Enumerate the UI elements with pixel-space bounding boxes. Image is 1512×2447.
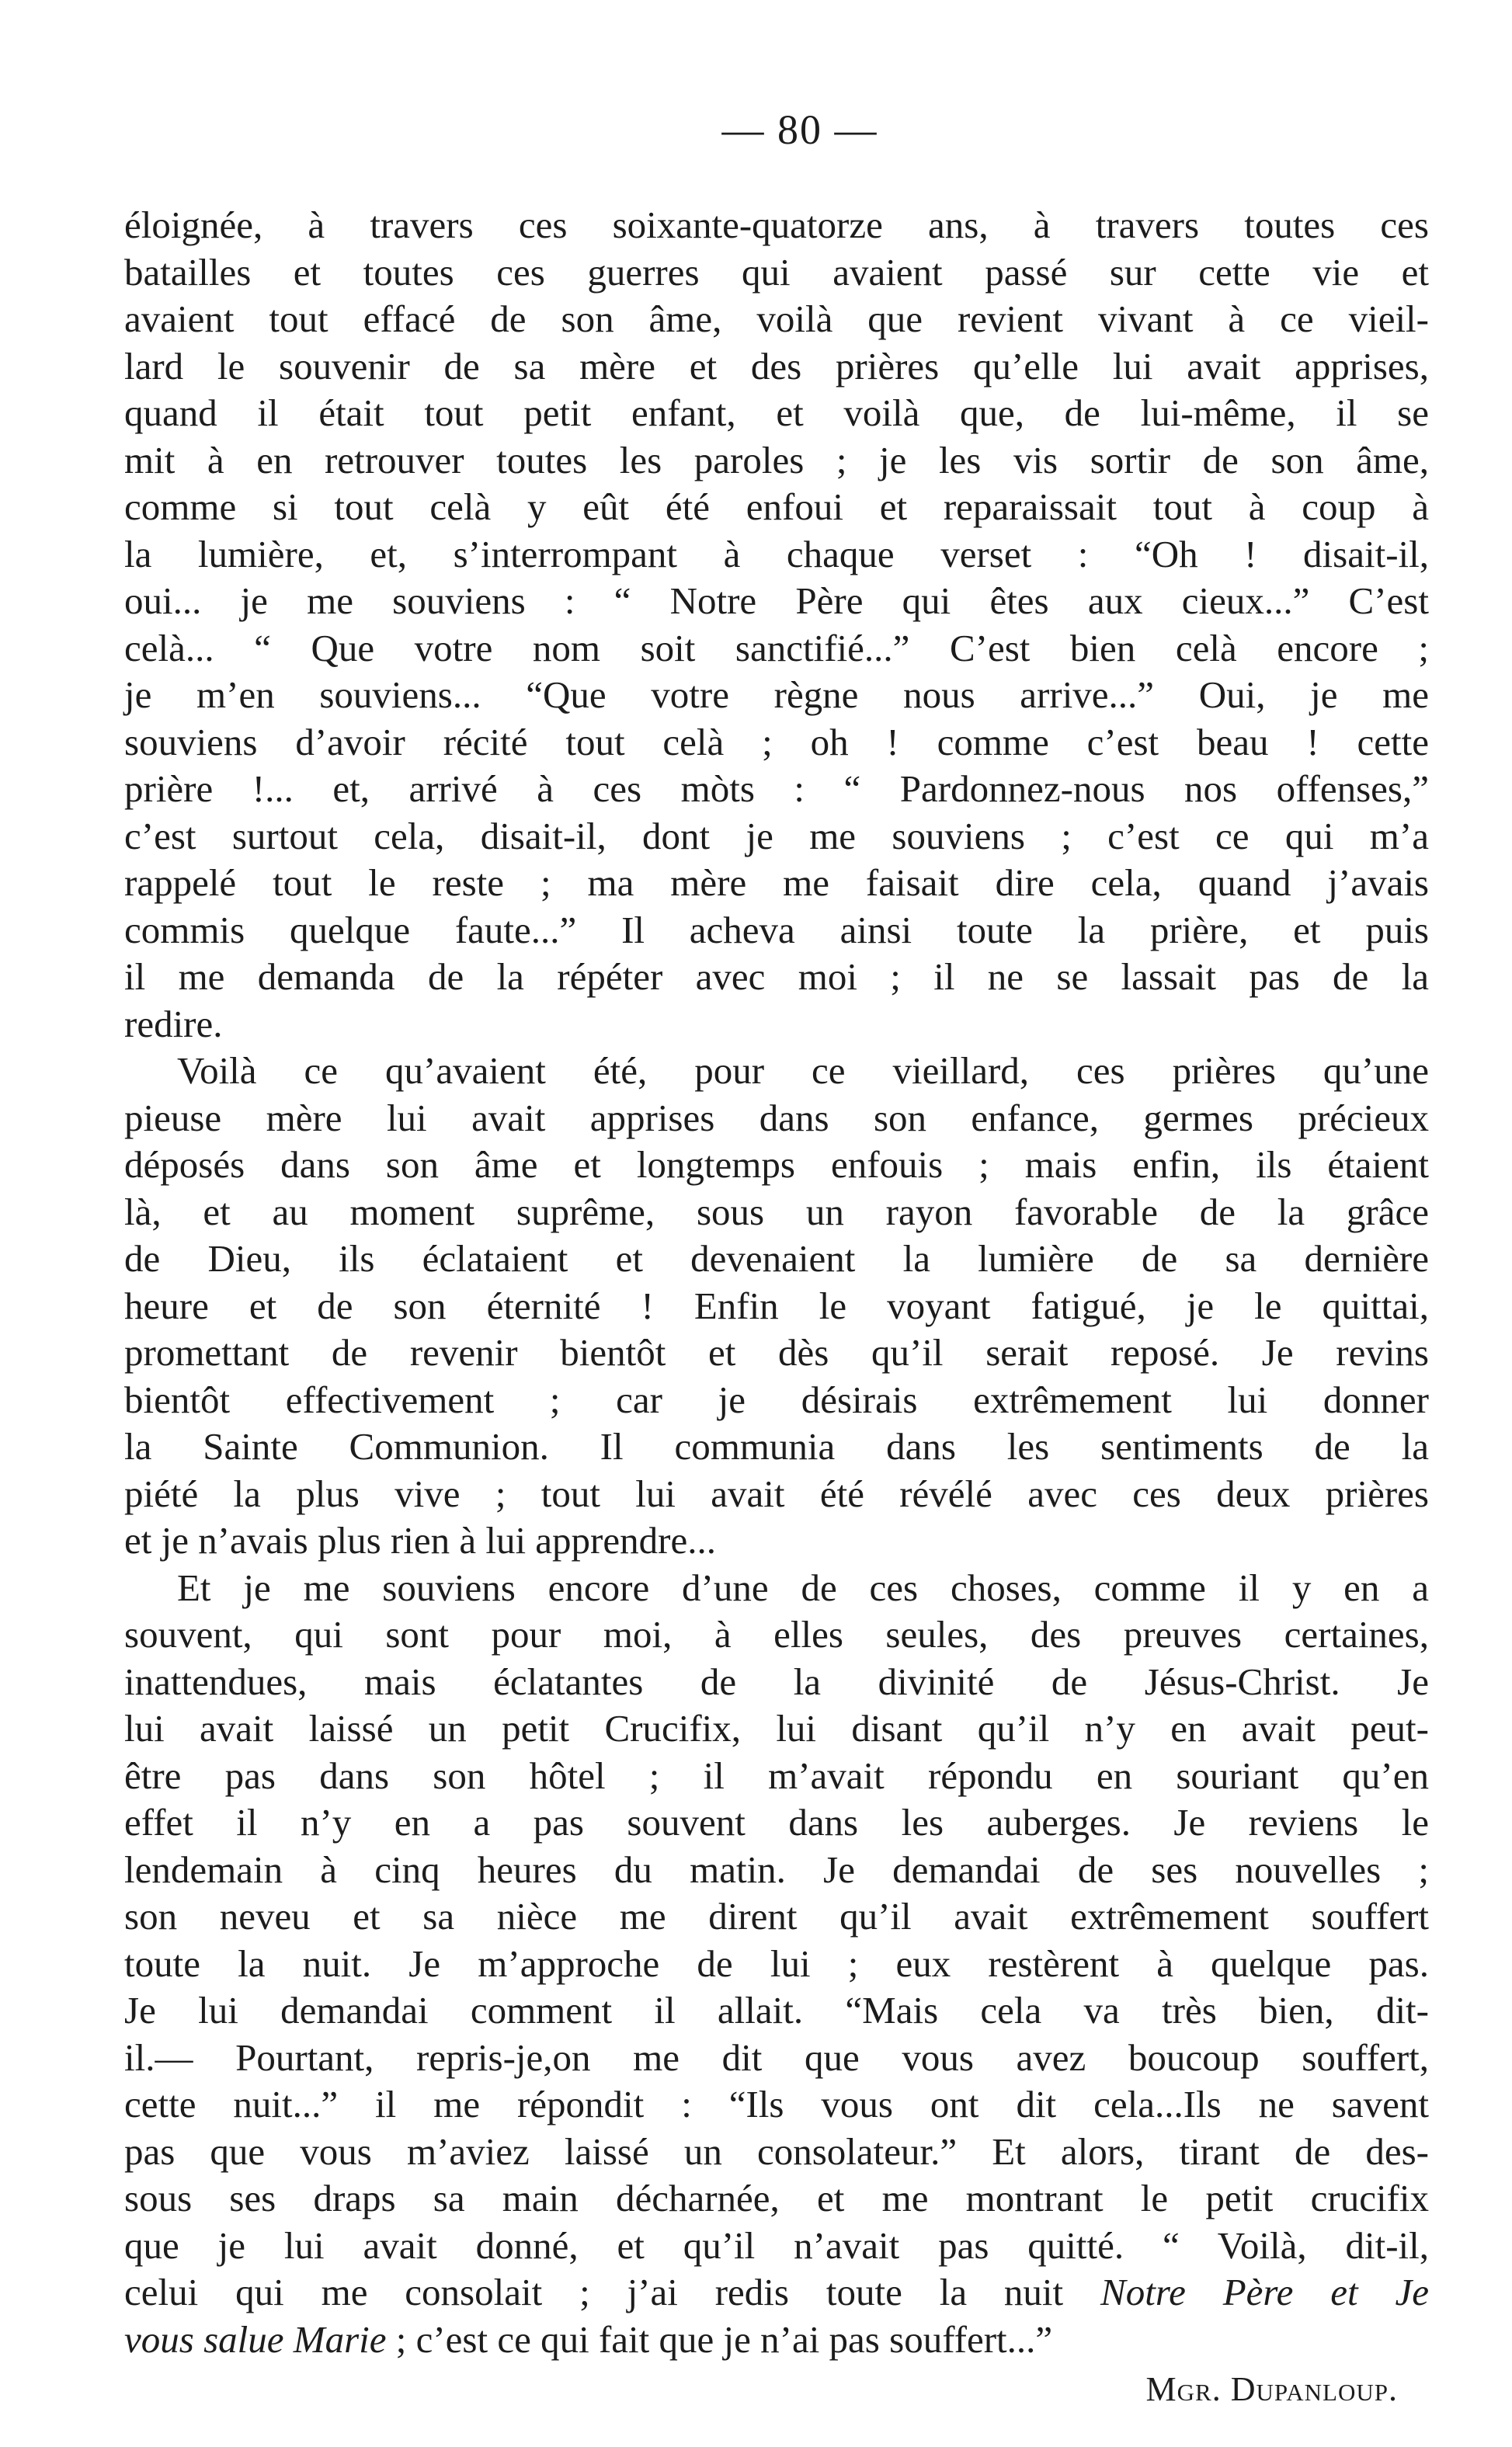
body-text — [124, 202, 1429, 2363]
text-segment: ; c’est ce qui fait que je n’ai pas souffert...” — [395, 2317, 1053, 2361]
text-line: pieuse mère lui avait apprises dans son enfance, germes précieux — [124, 1096, 1429, 1139]
text-line: lui avait laissé un petit Crucifix, lui disant qu’il n’y en avait peut- — [124, 1707, 1429, 1750]
text-line: batailles et toutes ces guerres qui avaient passé sur cette vie et — [124, 250, 1429, 294]
text-line: prière !... et, arrivé à ces mòts : “ Pardonnez-nous nos offenses,” — [124, 767, 1429, 810]
text-line: pas que vous m’aviez laissé un consolateur.” Et alors, tirant de des- — [124, 2129, 1429, 2173]
text-line: souvent, qui sont pour moi, à elles seules, des preuves certaines, — [124, 1613, 1429, 1656]
italic-prayer-title: vous salue Marie — [124, 2317, 387, 2361]
text-line: il me demanda de la répéter avec moi ; il ne se lassait pas de la — [124, 955, 1429, 998]
text-line: oui... je me souviens : “ Notre Père qui êtes aux cieux...” C’est — [124, 579, 1429, 622]
paragraph-start: Voilà ce qu’avaient été, pour ce vieillard, ces prières qu’une — [177, 1049, 1429, 1092]
text-line: éloignée, à travers ces soixante-quatorze ans, à travers toutes ces — [124, 203, 1429, 246]
text-line: mit à en retrouver toutes les paroles ; je les vis sortir de son âme, — [124, 438, 1429, 481]
author-signature: Mgr. Dupanloup. — [1145, 2370, 1398, 2408]
text-line: bientôt effectivement ; car je désirais extrêmement lui donner — [124, 1378, 1429, 1421]
text-line: sous ses draps sa main décharnée, et me montrant le petit crucifix — [124, 2177, 1429, 2219]
text-line — [124, 2317, 1429, 2364]
text-line: commis quelque faute...” Il acheva ainsi toute la prière, et puis — [124, 908, 1429, 951]
text-line: lard le souvenir de sa mère et des prières qu’elle lui avait apprises, — [124, 344, 1429, 388]
text-line: heure et de son éternité ! Enfin le voyant fatigué, je le quittai, — [124, 1284, 1429, 1327]
text-line: déposés dans son âme et longtemps enfouis ; mais enfin, ils étaient — [124, 1143, 1429, 1186]
text-line: je m’en souviens... “Que votre règne nous arrive...” Oui, je me — [124, 673, 1429, 716]
text-line: la Sainte Communion. Il communia dans les sentiments de la — [124, 1425, 1429, 1468]
book-page — [124, 106, 1429, 2413]
text-line: de Dieu, ils éclataient et devenaient la lumière de sa dernière — [124, 1237, 1429, 1280]
text-line: avaient tout effacé de son âme, voilà que revient vivant à ce vieil- — [124, 297, 1429, 340]
page-number: — 80 — — [721, 106, 878, 153]
text-line: c’est surtout cela, disait-il, dont je me souviens ; c’est ce qui m’a — [124, 814, 1429, 857]
text-line: lendemain à cinq heures du matin. Je demandai de ses nouvelles ; — [124, 1847, 1429, 1891]
text-line: il.— Pourtant, repris-je,on me dit que vous avez boucoup souffert, — [124, 2035, 1429, 2079]
text-line: celà... “ Que votre nom soit sanctifié...” C’est bien celà encore ; — [124, 626, 1429, 669]
text-line: et je n’avais plus rien à lui apprendre... — [124, 1519, 716, 1562]
paragraph-start: Et je me souviens encore d’une de ces choses, comme il y en a — [177, 1566, 1429, 1609]
text-line: Je lui demandai comment il allait. “Mais cela va très bien, dit- — [124, 1989, 1429, 2032]
text-line: inattendues, mais éclatantes de la divinité de Jésus-Christ. Je — [124, 1660, 1429, 1703]
text-line: la lumière, et, s’interrompant à chaque verset : “Oh ! disait-il, — [124, 532, 1429, 575]
text-line: promettant de revenir bientôt et dès qu’il serait reposé. Je revins — [124, 1331, 1429, 1374]
text-line: piété la plus vive ; tout lui avait été révélé avec ces deux prières — [124, 1472, 1429, 1515]
text-line: cette nuit...” il me répondit : “Ils vous ont dit cela...Ils ne savent — [124, 2083, 1429, 2125]
text-line: toute la nuit. Je m’approche de lui ; eux restèrent à quelque pas. — [124, 1941, 1429, 1985]
text-line: quand il était tout petit enfant, et voilà que, de lui-même, il se — [124, 391, 1429, 434]
text-line: redire. — [124, 1002, 223, 1045]
text-line: là, et au moment suprême, sous un rayon favorable de la grâce — [124, 1190, 1429, 1233]
text-line: rappelé tout le reste ; ma mère me faisait dire cela, quand j’avais — [124, 861, 1429, 904]
text-line: que je lui avait donné, et qu’il n’avait pas quitté. “ Voilà, dit-il, — [124, 2223, 1429, 2267]
text-line: comme si tout celà y eût été enfoui et reparaissait tout à coup à — [124, 485, 1429, 528]
text-line: souviens d’avoir récité tout celà ; oh ! comme c’est beau ! cette — [124, 720, 1429, 763]
italic-prayer-title: Notre Père et Je — [1100, 2271, 1429, 2313]
text-line — [124, 2269, 1429, 2317]
text-segment: celui qui me consolait ; j’ai redis toute la nuit — [124, 2271, 1064, 2313]
text-line: effet il n’y en a pas souvent dans les auberges. Je reviens le — [124, 1801, 1429, 1844]
text-line: être pas dans son hôtel ; il m’avait répondu en souriant qu’en — [124, 1754, 1429, 1797]
text-line: son neveu et sa nièce me dirent qu’il avait extrêmement souffert — [124, 1895, 1429, 1938]
